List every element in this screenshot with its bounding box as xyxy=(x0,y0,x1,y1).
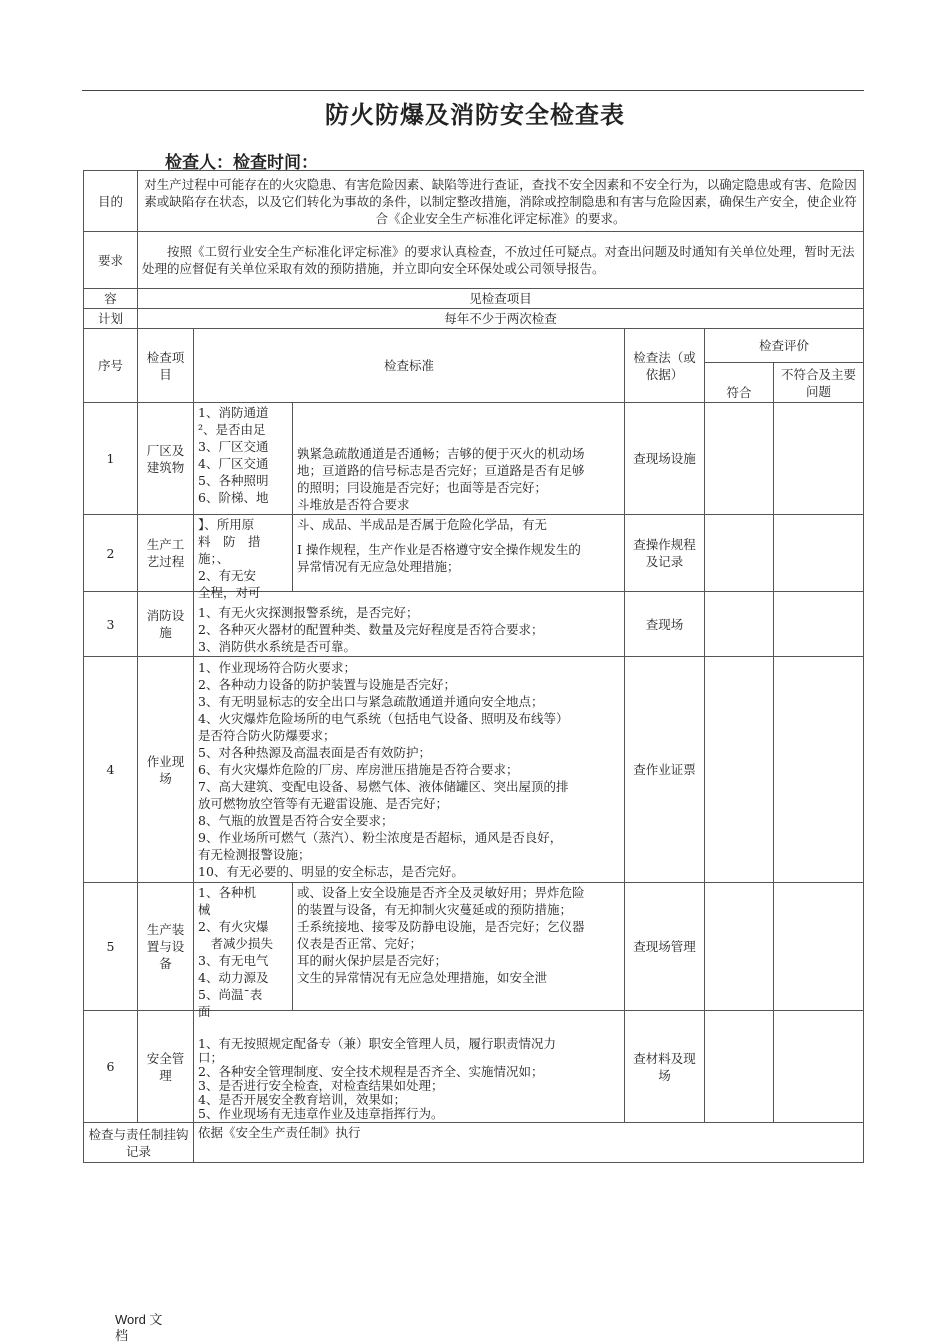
standard-line: 1、有无火灾探测报警系统，是否完好； xyxy=(198,605,419,620)
row-standard xyxy=(293,515,625,592)
list-item: 4、动力源及 xyxy=(198,970,269,985)
list-item: 5、各种照明 xyxy=(198,473,269,488)
row-nonconform-cell[interactable] xyxy=(774,1011,864,1123)
standard-line: 6、有火灾爆炸危险的厂房、库房泄压措施是否符合要求； xyxy=(198,762,519,777)
row-seq: 3 xyxy=(84,592,138,657)
liability-row xyxy=(84,1123,864,1163)
header-seq: 序号 xyxy=(84,329,138,403)
standard-line: 1、作业现场符合防火要求； xyxy=(198,660,356,675)
row-nonconform-cell[interactable] xyxy=(774,592,864,657)
list-item: 全程，对可 xyxy=(198,585,261,600)
standard-line: 3、有无明显标志的安全出口与紧急疏散通道并通向安全地点； xyxy=(198,694,544,709)
purpose-text: 对生产过程中可能存在的火灾隐患、有害危险因素、缺陷等进行查证，查找不安全因素和不安全行为，以确定隐患或有害、危险因素或缺陷存在状态，以及它们转化为事故的条件，以制定整改措施，消除或控制隐患和有害与危险因素，确保生产安全，使企业符合《企业安全生产标准化评定标准》的要求。 xyxy=(138,171,864,232)
row-conform-cell[interactable] xyxy=(705,515,774,592)
list-item: 3、有无电气 xyxy=(198,953,269,968)
table-row xyxy=(84,592,864,657)
standard-line: 7、高大建筑、变配电设备、易燃气体、液体储罐区、突出屋顶的排 xyxy=(198,779,569,794)
row-method: 查材料及现场 xyxy=(625,1011,705,1123)
list-item: 2、有无安 xyxy=(198,568,256,583)
checklist-table xyxy=(83,170,864,1163)
table-row xyxy=(84,657,864,883)
list-item: 械 xyxy=(198,902,211,917)
row-method: 查作业证票 xyxy=(625,657,705,883)
row-standard xyxy=(293,883,625,1011)
standard-line: 壬系统接地、接零及防静电设施，是否完好；乞仪器 xyxy=(297,919,585,934)
header-nonconform: 不符合及主要问题 xyxy=(774,363,864,403)
standard-line: 10、有无必要的、明显的安全标志，是否完好。 xyxy=(198,864,464,879)
standard-line: 耳的耐火保护层是否完好； xyxy=(297,953,448,968)
standard-line: 斗、成品、半成品是否属于危险化学品，有无 xyxy=(297,517,548,532)
standard-line: 8、气瓶的放置是否符合安全要求； xyxy=(198,813,394,828)
standard-line: 仪表是否正常、完好； xyxy=(297,936,423,951)
standard-line: 的照明；冃设施是否完好；也面等是否完好； xyxy=(297,480,548,495)
standard-line: 有无检测报警设施； xyxy=(198,847,311,862)
header-evaluation: 检查评价 xyxy=(705,329,864,363)
list-item: 1、各种机 xyxy=(198,885,256,900)
row-method: 查现场 xyxy=(625,592,705,657)
inspector-line: 检查人：检查时间： xyxy=(165,153,318,173)
list-item: 】、所用原 xyxy=(198,517,255,532)
row-conform-cell[interactable] xyxy=(705,403,774,515)
table-row xyxy=(84,1011,864,1123)
row-seq: 2 xyxy=(84,515,138,592)
standard-line: 的装置与设备，有无抑制火灾蔓延或的预防措施； xyxy=(297,902,573,917)
row-item: 生产工艺过程 xyxy=(138,515,194,592)
list-item: 4、厂区交通 xyxy=(198,456,269,471)
row-standard xyxy=(293,403,625,515)
plan-row xyxy=(84,309,864,329)
standard-line: 9、作业场所可燃气（蒸汽）、粉尘浓度是否超标，通风是否良好， xyxy=(198,830,563,845)
standard-line: 4、是否开展安全教育培训，效果如； xyxy=(198,1092,406,1107)
row-seq: 6 xyxy=(84,1011,138,1123)
table-row xyxy=(84,515,864,592)
row-conform-cell[interactable] xyxy=(705,1011,774,1123)
standard-line: 地；亘道路的信号标志是否完好；亘道路是否有足够 xyxy=(297,463,585,478)
standard-line: 2、各种安全管理制度、安全技术规程是否齐全、实施情况如； xyxy=(198,1064,544,1079)
list-item: 2、有火灾爆 xyxy=(198,919,269,934)
requirement-text: 按照《工贸行业安全生产标准化评定标准》的要求认真检查，不放过任可疑点。对查出问题及时通知有关单位处理，暂时无法处理的应督促有关单位采取有效的预防措施，并立即向安全环保处或公司领导报告。 xyxy=(138,232,864,289)
list-item: 5、尚温ˉ表 xyxy=(198,987,263,1002)
standard-line: 放可燃物放空管等有无避雷设施、是否完好； xyxy=(198,796,449,811)
list-item: 施；、 xyxy=(198,551,230,566)
page-title: 防火防爆及消防安全检查表 xyxy=(325,101,625,129)
list-item: 面 xyxy=(198,1004,211,1019)
row-conform-cell[interactable] xyxy=(705,883,774,1011)
header-standard: 检查标准 xyxy=(194,329,625,403)
row-conform-cell[interactable] xyxy=(705,657,774,883)
standard-line: 2、各种灭火器材的配置种类、数量及完好程度是否符合要求； xyxy=(198,622,544,637)
standard-line: 口； xyxy=(198,1050,224,1065)
list-item: ²、是否由足 xyxy=(198,422,266,437)
list-item: 料 防 措 xyxy=(198,534,261,549)
standard-line: 斗堆放是否符合要求 xyxy=(297,497,410,512)
content-label: 容 xyxy=(84,289,138,309)
list-item: 3、厂区交通 xyxy=(198,439,269,454)
standard-line: 或、设备上安全设施是否齐全及灵敏好用；畀炸危险 xyxy=(297,885,585,900)
row-seq: 5 xyxy=(84,883,138,1011)
row-standard xyxy=(194,657,625,883)
standard-line: 2、各种动力设备的防护装置与设施是否完好； xyxy=(198,677,456,692)
standard-line: 异常情况有无应急处理措施； xyxy=(297,559,460,574)
content-row xyxy=(84,289,864,309)
standard-line: 孰紧急疏散通道是否通畅；吉够的便于灭火的机动场 xyxy=(297,446,585,461)
standard-line: I 操作规程，生产作业是否格遵守安全操作规发生的 xyxy=(297,542,581,557)
standard-line: 是否符合防火防爆要求； xyxy=(198,728,336,743)
footer-label: Word 文档 xyxy=(115,1312,163,1343)
row-nonconform-cell[interactable] xyxy=(774,403,864,515)
content-text: 见检查项目 xyxy=(138,289,864,309)
row-item: 安全管理 xyxy=(138,1011,194,1123)
list-item: 1、消防通道 xyxy=(198,405,269,420)
row-standard xyxy=(194,1011,625,1123)
liability-text: 依据《安全生产责任制》执行 xyxy=(194,1123,864,1163)
requirement-row xyxy=(84,232,864,289)
row-subitems xyxy=(194,515,293,600)
row-seq: 4 xyxy=(84,657,138,883)
table-row xyxy=(84,403,864,515)
spacer xyxy=(297,533,620,541)
row-item: 作业现场 xyxy=(138,657,194,883)
row-nonconform-cell[interactable] xyxy=(774,515,864,592)
row-subitems xyxy=(194,883,293,1019)
row-seq: 1 xyxy=(84,403,138,515)
standard-line: 4、火灾爆炸危险场所的电气系统（包括电气设备、照明及布线等） xyxy=(198,711,569,726)
standard-line: 3、消防供水系统是否可靠。 xyxy=(198,639,356,654)
row-nonconform-cell[interactable] xyxy=(774,657,864,883)
row-item: 消防设施 xyxy=(138,592,194,657)
standard-line: 5、作业现场有无违章作业及违章指挥行为。 xyxy=(198,1106,444,1121)
row-item: 生产装置与设备 xyxy=(138,883,194,1011)
purpose-label: 目的 xyxy=(84,171,138,232)
row-method: 查现场管理 xyxy=(625,883,705,1011)
list-item: 6、阶梯、地 xyxy=(198,490,269,505)
row-conform-cell[interactable] xyxy=(705,592,774,657)
row-standard xyxy=(194,592,625,657)
plan-label: 计划 xyxy=(84,309,138,329)
row-subitems xyxy=(194,403,293,515)
liability-label: 检查与责任制挂钩记录 xyxy=(84,1123,194,1163)
top-rule xyxy=(82,90,864,91)
standard-line: 3、是否进行安全检查，对检查结果如处理； xyxy=(198,1078,444,1093)
row-method: 查操作规程及记录 xyxy=(625,515,705,592)
plan-text: 每年不少于两次检查 xyxy=(138,309,864,329)
header-method: 检查法（或依据） xyxy=(625,329,705,403)
row-nonconform-cell[interactable] xyxy=(774,883,864,1011)
purpose-row xyxy=(84,171,864,232)
list-item: 者减少损失 xyxy=(198,936,274,951)
header-conform: 符合 xyxy=(705,363,774,403)
row-method: 查现场设施 xyxy=(625,403,705,515)
standard-line: 文生的异常情况有无应急处理措施，如安全泄 xyxy=(297,970,548,985)
header-item: 检查项目 xyxy=(138,329,194,403)
standard-line: 1、有无按照规定配备专（兼）职安全管理人员，履行职责情况力 xyxy=(198,1036,556,1051)
requirement-label: 要求 xyxy=(84,232,138,289)
row-item: 厂区及建筑物 xyxy=(138,403,194,515)
standard-line: 5、对各种热源及高温表面是否有效防护； xyxy=(198,745,431,760)
header-row xyxy=(84,329,864,363)
table-row xyxy=(84,883,864,1011)
